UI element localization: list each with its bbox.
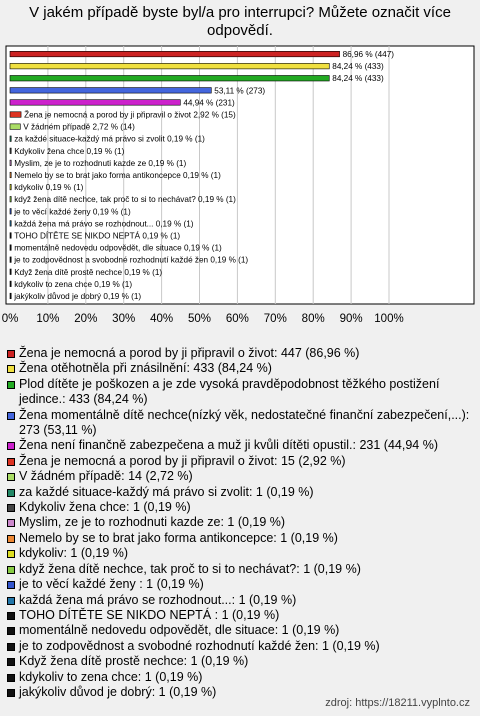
bar-value-label: když žena dítě nechce, tak proč to si to nechávat? 0,19 % (1) <box>14 195 236 205</box>
bar-value-label: momentálně nedovedu odpovědět, dle situace 0,19 % (1) <box>14 243 222 253</box>
x-tick-label: 40% <box>150 313 174 325</box>
legend-label: Žena není finančně zabezpečena a muž ji kvůli dítěti opustil.: 231 (44,94 %) <box>19 438 439 453</box>
legend-swatch <box>7 550 15 558</box>
bar-value-label: Když žena dítě prostě nechce 0,19 % (1) <box>14 267 163 277</box>
legend-item <box>6 654 474 669</box>
legend-label: momentálně nedovedu odpovědět, dle situace: 1 (0,19 %) <box>19 623 340 638</box>
legend-swatch <box>7 412 15 420</box>
bar-value-label: každá žena má právo se rozhodnout... 0,19 % (1) <box>14 219 194 229</box>
bar-value-label: za každé situace-každý má právo si zvolit 0,19 % (1) <box>14 134 205 144</box>
legend-label: každá žena má právo se rozhodnout...: 1 (0,19 %) <box>19 592 297 607</box>
legend-item <box>6 438 474 453</box>
legend-label: V žádném případě: 14 (2,72 %) <box>19 469 193 484</box>
legend-label: Nemelo by se to brat jako forma antikoncepce: 1 (0,19 %) <box>19 530 338 545</box>
legend-item <box>6 408 474 439</box>
x-tick-label: 20% <box>74 313 98 325</box>
bar[interactable] <box>10 172 11 178</box>
bar-value-label: V žádném případě 2,72 % (14) <box>23 122 135 132</box>
legend-label: TOHO DÍTĚTE SE NIKDO NEPTÁ : 1 (0,19 %) <box>19 607 280 622</box>
bar-value-label: 86,96 % (447) <box>342 50 395 60</box>
bar-value-label: Myslim, ze je to rozhodnuti kazde ze 0,19 % (1) <box>14 158 187 168</box>
legend-swatch <box>7 643 15 651</box>
legend-label: Když žena dítě prostě nechce: 1 (0,19 %) <box>19 654 249 669</box>
bar[interactable] <box>10 88 211 94</box>
legend-label: kdykoliv to zena chce: 1 (0,19 %) <box>19 669 203 684</box>
legend-label: je to věcí každé ženy : 1 (0,19 %) <box>19 577 204 592</box>
legend-label: kdykoliv: 1 (0,19 %) <box>19 546 129 561</box>
legend-item <box>6 623 474 638</box>
bar-value-label: je to věcí každé ženy 0,19 % (1) <box>14 207 131 217</box>
legend-item <box>6 515 474 530</box>
bar[interactable] <box>10 293 11 299</box>
legend-item <box>6 500 474 515</box>
legend-label: jakýkoliv důvod je dobrý: 1 (0,19 %) <box>19 684 217 699</box>
legend-swatch <box>7 612 15 620</box>
legend-label: za každé situace-každý má právo si zvolit: 1 (0,19 %) <box>19 484 314 499</box>
bar[interactable] <box>10 209 11 215</box>
bar[interactable] <box>10 196 11 202</box>
legend-swatch <box>7 581 15 589</box>
bar[interactable] <box>10 245 11 251</box>
legend-swatch <box>7 504 15 512</box>
bar[interactable] <box>10 269 11 275</box>
x-tick-label: 30% <box>112 313 136 325</box>
bar-value-label: 84,24 % (433) <box>332 62 384 72</box>
legend-item <box>6 346 474 361</box>
legend-label: Kdykoliv žena chce: 1 (0,19 %) <box>19 500 191 515</box>
legend-swatch <box>7 458 15 466</box>
bar-value-label: 53,11 % (273) <box>214 86 266 96</box>
bar[interactable] <box>10 184 11 190</box>
legend-label: Žena je nemocná a porod by ji připravil o život: 447 (86,96 %) <box>19 346 360 360</box>
bar-value-label: kdykoliv 0,19 % (1) <box>14 183 84 193</box>
bar[interactable] <box>10 148 11 154</box>
bar-value-label: je to zodpovědnost a svobodné rozhodnutí každé žen 0,19 % (1) <box>14 255 249 265</box>
bar[interactable] <box>10 136 11 142</box>
x-tick-label: 0% <box>1 313 19 325</box>
legend-item <box>6 577 474 592</box>
bar[interactable] <box>10 160 11 166</box>
legend-item <box>6 531 474 546</box>
bar[interactable] <box>10 100 180 106</box>
x-tick-label: 50% <box>187 313 212 325</box>
bar-value-label: Žena je nemocná a porod by ji připravil o život 2,92 % (15) <box>24 110 236 120</box>
legend-swatch <box>7 365 15 373</box>
legend-item <box>6 639 474 654</box>
legend-swatch <box>7 627 15 635</box>
legend-item <box>6 485 474 500</box>
legend-swatch <box>7 566 15 574</box>
x-tick-label: 90% <box>339 313 363 325</box>
legend-swatch <box>7 689 15 697</box>
bar-value-label: jakýkoliv důvod je dobrý 0,19 % (1) <box>14 291 142 301</box>
chart-legend <box>6 346 474 700</box>
bar-value-label: kdykoliv to zena chce 0,19 % (1) <box>14 279 133 289</box>
x-tick-label: 10% <box>36 313 60 325</box>
chart-title: V jakém případě byste byl/a pro interrupci? Můžete označit více odpovědí. <box>29 4 451 39</box>
legend-swatch <box>7 350 15 358</box>
legend-item <box>6 593 474 608</box>
bar-value-label: 44,94 % (231) <box>183 98 235 108</box>
bar[interactable] <box>10 257 11 263</box>
bar-value-label: Kdykoliv žena chce 0,19 % (1) <box>14 146 125 156</box>
legend-item <box>6 377 474 408</box>
legend-label: Žena momentálně dítě nechce(nízký věk, nedostatečné finanční zabezpečení,...): 273 (53,11 %) <box>19 407 470 438</box>
bar[interactable] <box>10 221 11 227</box>
x-tick-label: 80% <box>301 313 325 325</box>
legend-item <box>6 546 474 561</box>
legend-swatch <box>7 519 15 527</box>
legend-item <box>6 608 474 623</box>
legend-label: Myslim, ze je to rozhodnuti kazde ze: 1 (0,19 %) <box>19 515 286 530</box>
legend-swatch <box>7 674 15 682</box>
legend-label: Žena otěhotněla při znásilnění: 433 (84,24 %) <box>19 361 272 376</box>
bar[interactable] <box>10 124 20 130</box>
bar[interactable] <box>10 63 329 68</box>
source-note: zdroj: https://18211.vyplnto.cz <box>325 697 470 709</box>
bar-value-label: Nemelo by se to brat jako forma antikoncepce 0,19 % (1) <box>14 171 221 180</box>
bar[interactable] <box>10 75 329 81</box>
legend-swatch <box>7 489 15 497</box>
legend-label: když žena dítě nechce, tak proč to si to nechávat?: 1 (0,19 %) <box>19 561 361 576</box>
bar[interactable] <box>10 233 11 239</box>
legend-label: Plod dítěte je poškozen a je zde vysoká pravděpodobnost těžkého postižení jedince.: 433 (84,24 %) <box>19 376 440 407</box>
bar[interactable] <box>10 51 340 57</box>
legend-item <box>6 562 474 577</box>
x-tick-label: 100% <box>374 313 404 325</box>
legend-swatch <box>7 658 15 666</box>
legend-item <box>6 469 474 484</box>
legend-swatch <box>7 381 15 389</box>
x-tick-label: 70% <box>263 313 287 325</box>
legend-swatch <box>7 535 15 543</box>
legend-item <box>6 670 474 685</box>
legend-swatch <box>7 473 15 481</box>
x-tick-label: 60% <box>225 313 249 325</box>
legend-label: Žena je nemocná a porod by ji připravil o život: 15 (2,92 %) <box>19 453 346 468</box>
legend-item <box>6 361 474 376</box>
bar-chart <box>0 0 480 340</box>
bar[interactable] <box>10 281 11 287</box>
legend-item <box>6 454 474 469</box>
bar-value-label: TOHO DÍTĚTE SE NIKDO NEPTÁ 0,19 % (1) <box>14 231 181 241</box>
legend-label: je to zodpovědnost a svobodné rozhodnutí každé žen: 1 (0,19 %) <box>19 638 380 653</box>
legend-swatch <box>7 442 15 450</box>
bar[interactable] <box>10 112 21 118</box>
bar-value-label: 84,24 % (433) <box>332 74 384 84</box>
legend-swatch <box>7 597 15 605</box>
